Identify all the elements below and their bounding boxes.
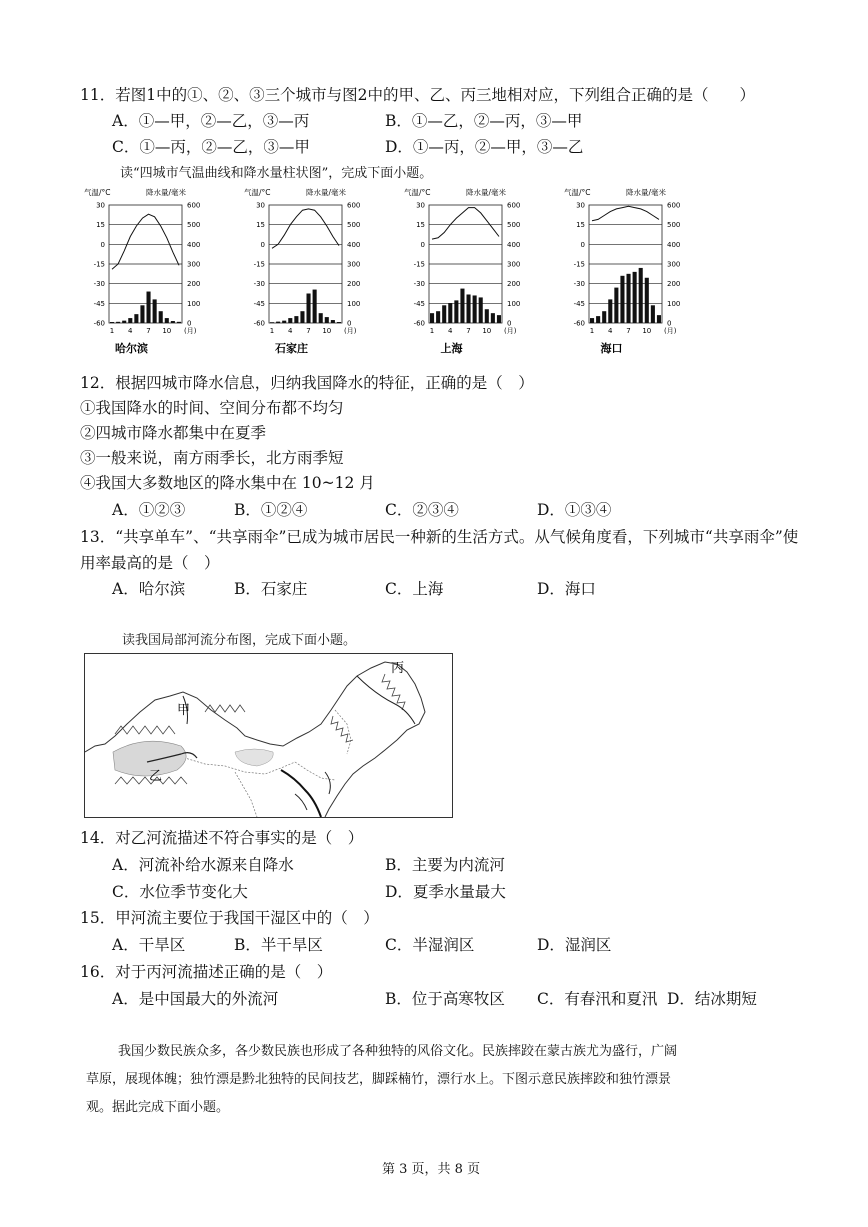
precip-axis-title: 降水量/毫米	[466, 188, 507, 197]
month-tick-label: 4	[448, 327, 453, 335]
temp-tick-label: -30	[93, 280, 105, 289]
river-minor	[295, 794, 307, 810]
temp-tick-label: -15	[93, 260, 105, 269]
month-tick-label: 7	[626, 327, 631, 335]
chart-haikou	[562, 183, 712, 363]
precip-bar	[460, 289, 464, 323]
precip-bar	[473, 295, 477, 323]
q15-stem: 15．甲河流主要位于我国干湿区中的（ ）	[80, 909, 379, 927]
city-name: 哈尔滨	[115, 342, 148, 355]
precip-tick-label: 200	[667, 280, 681, 289]
precip-bar	[645, 278, 649, 323]
precip-bar	[282, 321, 286, 323]
month-tick-label: 7	[466, 327, 471, 335]
q13-option-d: D．海口	[537, 580, 596, 598]
q16-option-c: C．有春汛和夏汛	[537, 990, 658, 1008]
precip-bar	[651, 305, 655, 323]
precip-tick-label: 100	[667, 299, 681, 308]
city-name: 上海	[440, 342, 463, 355]
precip-bar	[116, 322, 120, 323]
temp-axis-title: 气温/°C	[564, 188, 591, 197]
precip-bar	[596, 316, 600, 323]
precip-tick-label: 400	[667, 240, 681, 249]
precip-bar	[159, 311, 163, 323]
precip-bar	[319, 313, 323, 323]
month-tick-label: (月)	[664, 327, 677, 335]
chart-svg-shijiazhuang	[242, 183, 392, 363]
precip-bar	[627, 274, 631, 323]
month-tick-label: 7	[306, 327, 311, 335]
passage-line1: 我国少数民族众多，各少数民族也形成了各种独特的风俗文化。民族摔跤在蒙古族尤为盛行，广阔	[118, 1044, 678, 1059]
precip-bar	[454, 300, 458, 323]
precip-tick-label: 100	[347, 299, 361, 308]
precip-bar	[288, 318, 292, 323]
q12-item-4: ④我国大多数地区的降水集中在 10~12 月	[80, 474, 375, 492]
city-name: 石家庄	[275, 342, 308, 355]
precip-axis-title: 降水量/毫米	[146, 188, 187, 197]
temp-line	[272, 209, 339, 248]
temp-tick-label: 30	[416, 201, 425, 210]
precip-bar	[614, 288, 618, 323]
river-yellow	[281, 770, 321, 817]
q13-stem-line2: 用率最高的是（ ）	[80, 554, 220, 572]
temp-tick-label: 15	[576, 221, 585, 230]
river-intro: 读我国局部河流分布图，完成下面小题。	[122, 633, 357, 648]
precip-bar	[331, 320, 335, 323]
precip-tick-label: 100	[187, 299, 201, 308]
precip-bar	[633, 272, 637, 323]
climate-intro: 读“四城市气温曲线和降水量柱状图”，完成下面小题。	[120, 166, 433, 181]
map-label-yi: 乙	[149, 768, 163, 783]
temp-tick-label: -45	[93, 299, 105, 308]
precip-bar	[140, 305, 144, 323]
q15-option-b: B．半干旱区	[234, 936, 323, 954]
precip-bar	[485, 309, 489, 323]
map-label-jia: 甲	[177, 702, 191, 717]
q12-option-b: B．①②④	[234, 501, 308, 519]
precip-tick-label: 0	[187, 319, 192, 328]
temp-tick-label: 0	[580, 240, 585, 249]
desert-area	[235, 749, 273, 766]
q16-stem: 16．对于丙河流描述正确的是（ ）	[80, 963, 333, 981]
month-tick-label: (月)	[184, 327, 197, 335]
province-line	[335, 710, 351, 754]
temp-tick-label: -15	[413, 260, 425, 269]
q11-option-d: D．①—丙，②—甲，③—乙	[385, 138, 584, 156]
precip-bar	[313, 290, 317, 323]
precip-tick-label: 300	[187, 260, 201, 269]
q15-option-c: C．半湿润区	[385, 936, 475, 954]
precip-bar	[590, 318, 594, 323]
q13-option-a: A．哈尔滨	[112, 580, 186, 598]
month-tick-label: 4	[608, 327, 613, 335]
china-border	[85, 662, 425, 817]
q14-stem: 14．对乙河流描述不符合事实的是（ ）	[80, 829, 364, 847]
precip-tick-label: 0	[667, 319, 672, 328]
precip-bar	[134, 314, 138, 323]
temp-tick-label: 15	[256, 221, 265, 230]
precip-tick-label: 400	[507, 240, 521, 249]
chart-svg-haikou	[562, 183, 712, 363]
precip-tick-label: 500	[507, 221, 521, 230]
q13-option-c: C．上海	[385, 580, 444, 598]
precip-tick-label: 0	[507, 319, 512, 328]
precip-bar	[276, 322, 280, 323]
precip-axis-title: 降水量/毫米	[626, 188, 667, 197]
precip-bar	[479, 297, 483, 323]
q11-option-b: B．①—乙，②—丙，③—甲	[385, 112, 583, 130]
q12-item-3: ③一般来说，南方雨季长，北方雨季短	[80, 449, 344, 467]
q12-option-c: C．②③④	[385, 501, 459, 519]
temp-tick-label: 30	[256, 201, 265, 210]
precip-bar	[122, 321, 126, 323]
month-tick-label: 10	[482, 327, 492, 335]
q16-option-b: B．位于高寒牧区	[385, 990, 505, 1008]
city-name: 海口	[600, 342, 623, 355]
river-map-svg	[85, 654, 452, 817]
precip-tick-label: 600	[667, 201, 681, 210]
precip-bar	[294, 316, 298, 323]
q11-stem: 11．若图1中的①、②、③三个城市与图2中的甲、乙、丙三地相对应，下列组合正确的是（ ）	[80, 86, 755, 104]
temp-line	[592, 206, 659, 220]
precip-tick-label: 600	[187, 201, 201, 210]
temp-tick-label: -30	[573, 280, 585, 289]
precip-tick-label: 600	[507, 201, 521, 210]
month-tick-label: 10	[322, 327, 332, 335]
precip-tick-label: 600	[347, 201, 361, 210]
month-tick-label: 4	[128, 327, 133, 335]
q16-option-d: D．结冰期短	[667, 990, 757, 1008]
chart-harbin	[82, 183, 232, 363]
precip-bar	[270, 322, 274, 323]
precip-bar	[325, 317, 329, 323]
precip-bar	[491, 313, 495, 323]
month-tick-label: 1	[429, 327, 435, 335]
daxingan-mountains	[331, 716, 353, 742]
chart-svg-harbin	[82, 183, 232, 363]
precip-bar	[448, 303, 452, 323]
passage-line3: 观。据此完成下面小题。	[86, 1100, 230, 1115]
q12-item-1: ①我国降水的时间、空间分布都不均匀	[80, 399, 344, 417]
month-tick-label: (月)	[344, 327, 357, 335]
temp-tick-label: -15	[253, 260, 265, 269]
river-map	[84, 653, 453, 818]
month-tick-label: 10	[162, 327, 172, 335]
q12-option-a: A．①②③	[112, 501, 186, 519]
precip-tick-label: 300	[667, 260, 681, 269]
river-minor	[325, 772, 330, 794]
precip-bar	[620, 276, 624, 323]
month-tick-label: 1	[269, 327, 275, 335]
precip-bar	[602, 311, 606, 323]
precip-bar	[128, 318, 132, 323]
q11-option-c: C．①—丙，②—乙，③—甲	[112, 138, 310, 156]
q15-option-d: D．湿润区	[537, 936, 612, 954]
altai-mountains	[205, 705, 245, 712]
page-footer: 第 3 页，共 8 页	[382, 1162, 481, 1177]
precip-tick-label: 400	[347, 240, 361, 249]
temp-axis-title: 气温/°C	[84, 188, 111, 197]
temp-tick-label: 15	[416, 221, 425, 230]
xingan-mountains	[382, 674, 405, 710]
temp-tick-label: 0	[260, 240, 265, 249]
q15-option-a: A．干旱区	[112, 936, 186, 954]
temp-tick-label: 30	[96, 201, 105, 210]
precip-bar	[430, 313, 434, 323]
month-tick-label: 10	[642, 327, 652, 335]
q13-stem-line1: 13．“共享单车”、“共享雨伞”已成为城市居民一种新的生活方式。从气候角度看，下列城市“共享雨伞”使	[80, 528, 799, 546]
precip-bar	[147, 292, 151, 323]
q12-item-2: ②四城市降水都集中在夏季	[80, 424, 267, 442]
temp-line	[432, 208, 499, 240]
temp-tick-label: -45	[253, 299, 265, 308]
chart-shanghai	[402, 183, 552, 363]
precip-bar	[337, 322, 341, 323]
q12-stem: 12．根据四城市降水信息，归纳我国降水的特征，正确的是（ ）	[80, 374, 534, 392]
precip-bar	[442, 305, 446, 323]
q14-option-c: C．水位季节变化大	[112, 883, 248, 901]
province-line	[235, 772, 257, 817]
temp-axis-title: 气温/°C	[404, 188, 431, 197]
precip-tick-label: 500	[187, 221, 201, 230]
month-tick-label: 4	[288, 327, 293, 335]
precip-axis-title: 降水量/毫米	[306, 188, 347, 197]
month-tick-label: 1	[589, 327, 595, 335]
river-bing	[357, 676, 415, 724]
temp-tick-label: 0	[100, 240, 105, 249]
precip-bar	[657, 315, 661, 323]
precip-tick-label: 0	[347, 319, 352, 328]
precip-bar	[608, 299, 612, 323]
precip-bar	[110, 322, 114, 323]
precip-bar	[165, 318, 169, 323]
temp-tick-label: -15	[573, 260, 585, 269]
temp-tick-label: 0	[420, 240, 425, 249]
precip-bar	[171, 321, 175, 323]
precip-tick-label: 100	[507, 299, 521, 308]
precip-bar	[639, 268, 643, 323]
precip-tick-label: 500	[667, 221, 681, 230]
temp-tick-label: -60	[93, 319, 105, 328]
precip-tick-label: 200	[187, 280, 201, 289]
q14-option-d: D．夏季水量最大	[385, 883, 506, 901]
q14-option-a: A．河流补给水源来自降水	[112, 856, 294, 874]
temp-tick-label: -30	[413, 280, 425, 289]
q13-option-b: B．石家庄	[234, 580, 308, 598]
precip-bar	[153, 299, 157, 323]
temp-tick-label: 30	[576, 201, 585, 210]
q11-option-a: A．①—甲，②—乙，③—丙	[112, 112, 310, 130]
temp-line	[112, 214, 179, 269]
precip-bar	[300, 311, 304, 323]
precip-bar	[177, 322, 181, 323]
precip-tick-label: 200	[347, 280, 361, 289]
map-label-bing: 丙	[391, 660, 405, 675]
chart-svg-shanghai	[402, 183, 552, 363]
temp-tick-label: -45	[573, 299, 585, 308]
chart-shijiazhuang	[242, 183, 392, 363]
precip-tick-label: 300	[347, 260, 361, 269]
temp-tick-label: -60	[413, 319, 425, 328]
temp-tick-label: -60	[573, 319, 585, 328]
temp-tick-label: -30	[253, 280, 265, 289]
temp-tick-label: 15	[96, 221, 105, 230]
passage-line2: 草原，展现体魄；独竹漂是黔北独特的民间技艺，脚踩楠竹，漂行水上。下图示意民族摔跤和独竹漂景	[86, 1072, 672, 1087]
precip-tick-label: 300	[507, 260, 521, 269]
temp-tick-label: -60	[253, 319, 265, 328]
precip-bar	[307, 294, 311, 324]
precip-bar	[467, 294, 471, 323]
precip-tick-label: 500	[347, 221, 361, 230]
precip-bar	[436, 311, 440, 323]
temp-tick-label: -45	[413, 299, 425, 308]
month-tick-label: (月)	[504, 327, 517, 335]
precip-tick-label: 400	[187, 240, 201, 249]
climate-charts	[82, 183, 692, 363]
q12-option-d: D．①③④	[537, 501, 612, 519]
q16-option-a: A．是中国最大的外流河	[112, 990, 279, 1008]
temp-axis-title: 气温/°C	[244, 188, 271, 197]
precip-bar	[497, 315, 501, 323]
month-tick-label: 1	[109, 327, 115, 335]
month-tick-label: 7	[146, 327, 151, 335]
precip-tick-label: 200	[507, 280, 521, 289]
province-line	[295, 762, 335, 780]
q14-option-b: B．主要为内流河	[385, 856, 505, 874]
